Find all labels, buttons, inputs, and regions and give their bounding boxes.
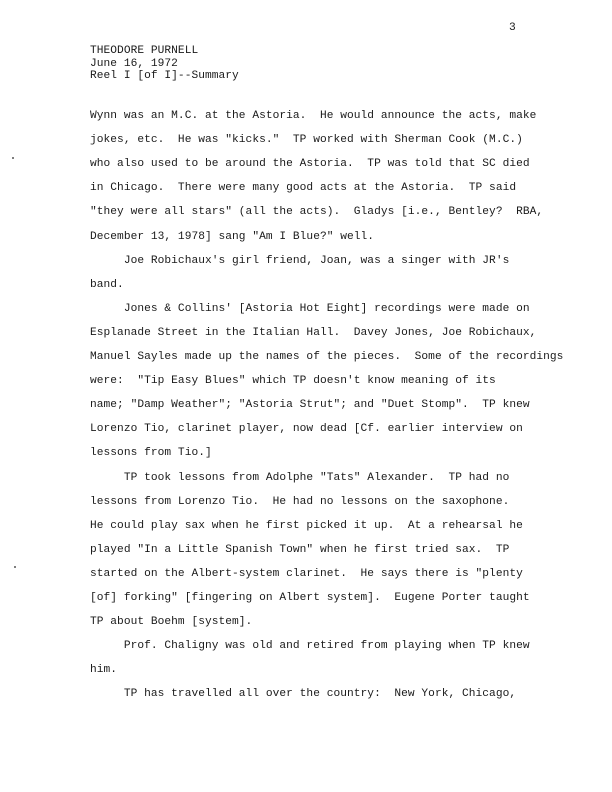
body-line: He could play sax when he first picked it up. At a rehearsal he bbox=[90, 519, 523, 532]
scan-speck bbox=[12, 157, 14, 159]
body-line: TP took lessons from Adolphe "Tats" Alexander. TP had no bbox=[90, 471, 510, 484]
body-line: Wynn was an M.C. at the Astoria. He would announce the acts, make bbox=[90, 110, 537, 122]
header-reel: Reel I [of I]--Summary bbox=[90, 70, 239, 82]
body-line: Esplanade Street in the Italian Hall. Davey Jones, Joe Robichaux, bbox=[90, 326, 537, 339]
body-line: Lorenzo Tio, clarinet player, now dead [Cf. earlier interview on bbox=[90, 423, 523, 436]
document-header bbox=[90, 45, 239, 83]
body-line: lessons from Tio.] bbox=[90, 447, 212, 460]
body-line: played "In a Little Spanish Town" when he first tried sax. TP bbox=[90, 543, 510, 556]
page-number: 3 bbox=[509, 22, 516, 34]
scan-speck bbox=[14, 566, 16, 568]
body-line: December 13, 1978] sang "Am I Blue?" well. bbox=[90, 230, 375, 243]
body-line: lessons from Lorenzo Tio. He had no lessons on the saxophone. bbox=[90, 495, 510, 508]
header-date: June 16, 1972 bbox=[90, 57, 178, 70]
body-line: who also used to be around the Astoria. TP was told that SC died bbox=[90, 158, 530, 171]
body-line: him. bbox=[90, 664, 118, 677]
body-line: name; "Damp Weather"; "Astoria Strut"; and "Duet Stomp". TP knew bbox=[90, 399, 530, 412]
body-line: Manuel Sayles made up the names of the pieces. Some of the recordings bbox=[90, 351, 564, 363]
body-line: Jones & Collins' [Astoria Hot Eight] recordings were made on bbox=[90, 302, 530, 315]
body-line: jokes, etc. He was "kicks." TP worked with Sherman Cook (M.C.) bbox=[90, 134, 523, 147]
body-line: TP has travelled all over the country: New York, Chicago, bbox=[90, 688, 517, 701]
header-name: THEODORE PURNELL bbox=[90, 45, 199, 57]
body-line: started on the Albert-system clarinet. He says there is "plenty bbox=[90, 567, 523, 580]
body-line: in Chicago. There were many good acts at the Astoria. TP said bbox=[90, 182, 517, 195]
body-line: were: "Tip Easy Blues" which TP doesn't know meaning of its bbox=[90, 375, 496, 388]
body-line: Prof. Chaligny was old and retired from playing when TP knew bbox=[90, 640, 530, 653]
body-line: Joe Robichaux's girl friend, Joan, was a singer with JR's bbox=[90, 254, 510, 267]
body-line: band. bbox=[90, 278, 124, 291]
body-line: "they were all stars" (all the acts). Gladys [i.e., Bentley? RBA, bbox=[90, 206, 544, 219]
body-line: [of] forking" [fingering on Albert system]. Eugene Porter taught bbox=[90, 592, 530, 604]
body-line: TP about Boehm [system]. bbox=[90, 616, 253, 629]
